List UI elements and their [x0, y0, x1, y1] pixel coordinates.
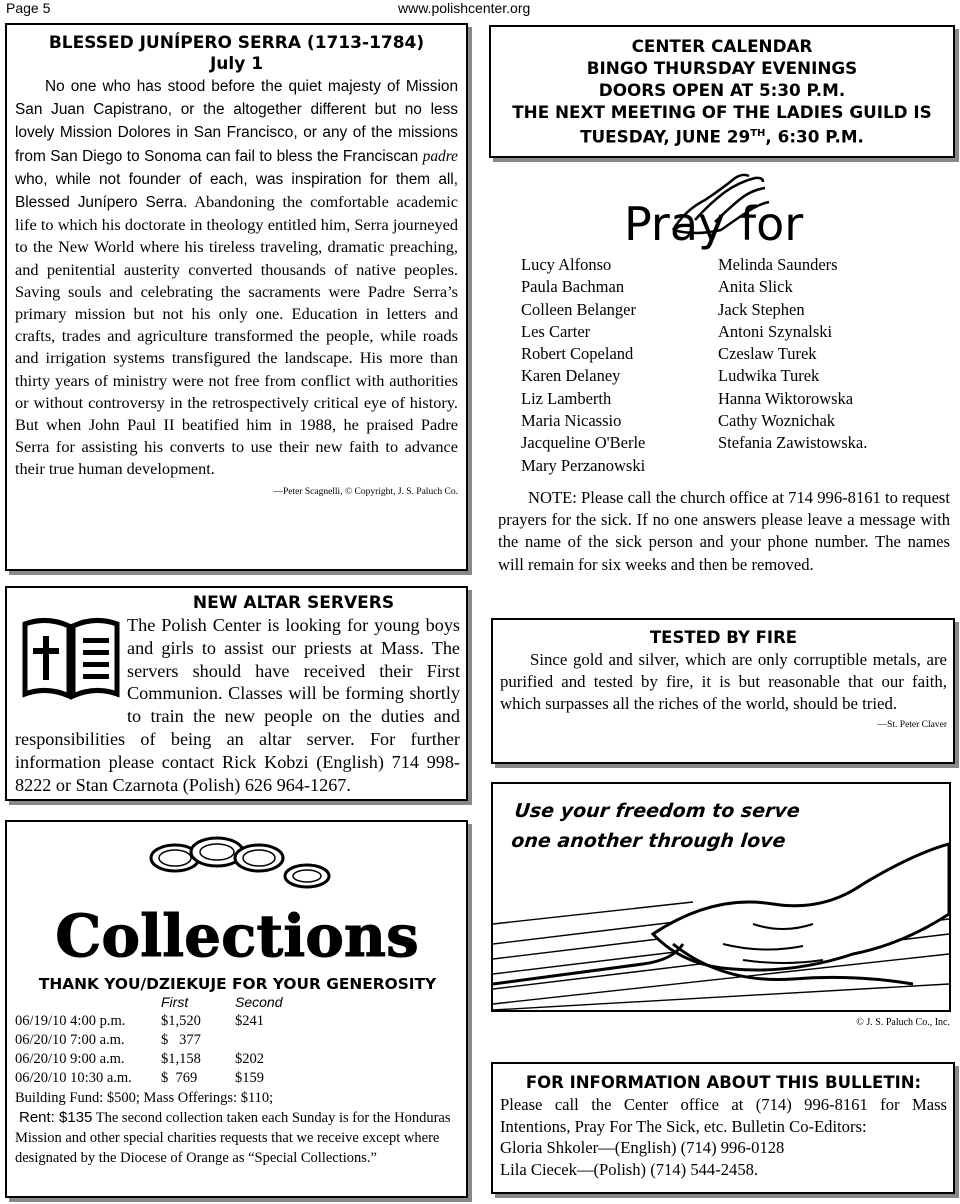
- table-row: 06/19/10 4:00 p.m. $1,520 $241: [15, 1013, 264, 1029]
- tested-by-fire-box: [491, 618, 955, 764]
- pray-names-right: [718, 254, 867, 455]
- prayer-request-note: NOTE: Please call the church office at 714 996-8161 to request prayers for the sick. If no one answers please leave a message with the name of the sick person and your phone number. The names will remain for six weeks and then be removed.: [498, 488, 950, 574]
- list-item: Jack Stephen: [718, 299, 805, 319]
- col-second-header: Second: [235, 994, 283, 1010]
- second-collection-note: The second collection taken each Sunday is for the Honduras Mission and other special charities requests that we receive except where designated by the Diocese of Orange as “Special Collections.”: [15, 1110, 451, 1166]
- list-item: Karen Delaney: [521, 366, 621, 386]
- info-text: Please call the Center office at (714) 996-8161 for Mass Intentions, Pray For The Sick, etc. Bulletin Co-Editors:: [500, 1095, 947, 1136]
- collections-coins-image: [7, 822, 466, 972]
- serra-article: [5, 23, 468, 571]
- list-item: Les Carter: [521, 321, 591, 341]
- page-header: [0, 0, 960, 18]
- list-item: Paula Bachman: [521, 277, 625, 297]
- meeting-date-line: TUESDAY, JUNE 29TH, 6:30 P.M.: [580, 126, 864, 147]
- altar-text: The Polish Center is looking for young boys and girls to assist our priests at Mass. The servers should have received their First Communion. Classes will be forming shortly to train the new people on the duties and responsibilities of being an altar server. For further information please contact Rick Kobzi (English) 714 998-8222 or Stan Czarnota (Polish) 626 964-1267.: [15, 615, 460, 795]
- fire-attribution: —St. Peter Claver: [877, 719, 947, 730]
- freedom-line-1: Use your freedom to serve: [513, 800, 801, 822]
- list-item: Czeslaw Turek: [718, 344, 817, 364]
- serra-body: [15, 75, 458, 481]
- list-item: Ludwika Turek: [718, 366, 820, 386]
- col-first-header: First: [161, 994, 189, 1010]
- list-item: Jacqueline O'Berle: [521, 433, 646, 453]
- serra-attribution: —Peter Scagnelli, © Copyright, J. S. Paluch Co.: [273, 486, 458, 497]
- serra-intro: No one who has stood before the quiet majesty of Mission San Juan Capistrano, or the altogether different but no less lovely Mission Dolores in San Francisco, or any of the missions from San Diego to Sonoma can fail to bless the Franciscan padre who, while not founder of each, was inspiration for them all, Blessed Junípero Serra.: [15, 78, 458, 212]
- pray-for-title: Pray for: [624, 197, 804, 251]
- ladies-guild-line: THE NEXT MEETING OF THE LADIES GUILD IS: [512, 102, 932, 122]
- page-number: Page 5: [6, 0, 51, 16]
- altar-title: NEW ALTAR SERVERS: [192, 593, 395, 613]
- collections-content: [7, 974, 466, 1168]
- collections-title: THANK YOU/DZIEKUJE FOR YOUR GENEROSITY: [38, 975, 437, 993]
- freedom-line-2: one another through love: [510, 830, 787, 852]
- editor-polish: Lila Ciecek—(Polish) (714) 544-2458.: [500, 1159, 759, 1179]
- bulletin-info-box: [491, 1062, 955, 1194]
- bingo-line: BINGO THURSDAY EVENINGS: [586, 58, 858, 78]
- list-item: Robert Copeland: [521, 344, 634, 364]
- list-item: Mary Perzanowski: [521, 455, 646, 475]
- calendar-title: CENTER CALENDAR: [631, 36, 813, 56]
- freedom-image: [491, 782, 951, 1012]
- table-row: 06/20/10 10:30 a.m. $ 769 $159: [15, 1070, 264, 1086]
- freedom-copyright: © J. S. Paluch Co., Inc.: [856, 1017, 950, 1028]
- editor-english: Gloria Shkoler—(English) (714) 996-0128: [500, 1138, 785, 1157]
- collections-word: Collections: [55, 902, 419, 970]
- collections-header-row: [15, 994, 282, 1013]
- list-item: Lucy Alfonso: [521, 255, 612, 274]
- freedom-caption: [506, 796, 806, 856]
- list-item: Hanna Wiktorowska: [718, 388, 854, 408]
- serra-paragraph: Abandoning the comfortable academic life to which his doctorate in theology entitled him, Serra journeyed to the New World where his tireless traveling, dramatic preaching, and penitential austerity converted thousands of native peoples. Saving souls and celebrating the sacraments were Padre Serra’s primary mission but not his only one. Education in letters and crafts, trades and agriculture transformed the people, while roads and irrigation systems transfigured the landscape. His more than thirty years of ministry were not free from conflict with authorities or without controversy in the retrospectively critical eye of history. But when John Paul II beatified him in 1988, he praised Padre Serra for assisting his converts to use their new faith to advance their true human development.: [15, 192, 458, 479]
- list-item: Anita Slick: [718, 277, 793, 297]
- serra-subtitle: July 1: [209, 54, 264, 74]
- list-item: Cathy Woznichak: [718, 411, 836, 431]
- list-item: Maria Nicassio: [521, 411, 622, 431]
- altar-servers-box: [5, 586, 468, 801]
- fire-title: TESTED BY FIRE: [649, 628, 798, 647]
- list-item: Colleen Belanger: [521, 299, 637, 319]
- fire-text: Since gold and silver, which are only corruptible metals, are purified and tested by fire, it is but reasonable that our faith, which surpasses all the riches of the world, should be tried.: [500, 650, 947, 714]
- collections-note: [15, 1108, 460, 1168]
- padre-word: padre: [422, 147, 458, 165]
- serra-title: BLESSED JUNÍPERO SERRA (1713-1784): [48, 33, 425, 53]
- doors-open-line: DOORS OPEN AT 5:30 P.M.: [598, 80, 846, 100]
- list-item: Antoni Szynalski: [718, 321, 833, 341]
- list-item: Stefania Zawistowska.: [718, 433, 868, 453]
- pray-names-left: [521, 254, 645, 477]
- building-fund: Building Fund: $500; Mass Offerings: $110;: [15, 1090, 274, 1106]
- collections-box: [5, 820, 468, 1198]
- list-item: Liz Lamberth: [521, 388, 612, 408]
- site-url[interactable]: www.polishcenter.org: [398, 0, 531, 16]
- center-calendar-box: [489, 25, 955, 158]
- info-title: FOR INFORMATION ABOUT THIS BULLETIN:: [525, 1073, 922, 1092]
- table-row: 06/20/10 7:00 a.m. $ 377: [15, 1032, 201, 1048]
- list-item: Melinda Saunders: [718, 255, 838, 274]
- table-row: 06/20/10 9:00 a.m. $1,158 $202: [15, 1051, 264, 1067]
- rent-amount: Rent: $135: [19, 1109, 93, 1126]
- collections-table: [15, 994, 282, 1089]
- bible-icon: [19, 610, 123, 708]
